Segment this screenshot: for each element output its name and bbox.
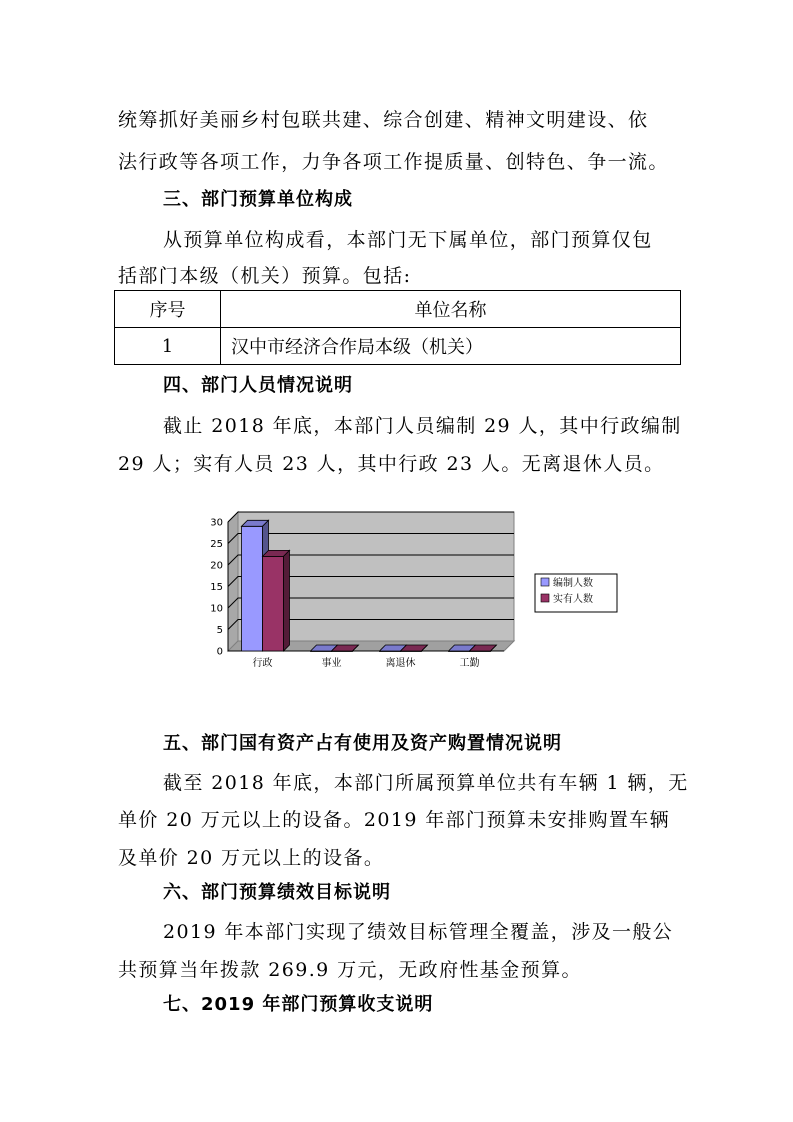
table-header-row: [115, 291, 681, 328]
x-tick-label: 行政: [252, 658, 273, 669]
y-tick-label: 30: [210, 517, 223, 529]
bar-actual-0: [263, 556, 284, 651]
y-tick-label: 0: [216, 646, 223, 658]
paragraph-line: 截至 2018 年底，本部门所属预算单位共有车辆 1 辆，无: [163, 772, 689, 794]
paragraph-line: 及单价 20 万元以上的设备。: [118, 847, 385, 869]
header-name: 单位名称: [221, 291, 681, 328]
paragraph-line: 2019 年本部门实现了绩效目标管理全覆盖，涉及一般公: [163, 921, 674, 943]
header-no: 序号: [115, 291, 221, 328]
y-tick-label: 20: [210, 560, 223, 572]
section-heading-6: 六、部门预算绩效目标说明: [163, 882, 391, 903]
section-heading-7: 七、2019 年部门预算收支说明: [163, 994, 434, 1015]
paragraph-line: 共预算当年拨款 269.9 万元，无政府性基金预算。: [118, 959, 582, 981]
y-tick-label: 10: [210, 603, 223, 615]
section-heading-5: 五、部门国有资产占有使用及资产购置情况说明: [163, 733, 562, 754]
bar-side-face: [284, 550, 290, 651]
paragraph-line: 统筹抓好美丽乡村包联共建、综合创建、精神文明建设、依: [118, 109, 649, 131]
legend-swatch: [541, 578, 549, 586]
section-heading-4: 四、部门人员情况说明: [163, 375, 353, 396]
cell-no: 1: [115, 328, 221, 365]
x-tick-label: 工勤: [459, 658, 480, 669]
section-heading-3: 三、部门预算单位构成: [163, 189, 353, 210]
legend-label: 编制人数: [553, 578, 593, 589]
paragraph-line: 单价 20 万元以上的设备。2019 年部门预算未安排购置车辆: [118, 809, 671, 831]
x-tick-label: 离退休: [385, 658, 416, 669]
bar-staffing-0: [242, 526, 263, 651]
paragraph-line: 法行政等各项工作，力争各项工作提质量、创特色、争一流。: [118, 151, 669, 173]
unit-table: [114, 290, 681, 365]
y-tick-label: 15: [210, 582, 223, 593]
legend-label: 实有人数: [553, 594, 593, 605]
staff-bar-chart: [190, 505, 630, 680]
paragraph-line: 截止 2018 年底，本部门人员编制 29 人，其中行政编制: [163, 415, 682, 437]
y-tick-label: 25: [210, 539, 223, 550]
paragraph-line: 从预算单位构成看，本部门无下属单位，部门预算仅包: [163, 229, 653, 251]
paragraph-line: 29 人；实有人员 23 人，其中行政 23 人。无离退休人员。: [118, 453, 665, 475]
table-row: [115, 328, 681, 365]
paragraph-line: 括部门本级（机关）预算。包括:: [118, 265, 412, 287]
x-tick-label: 事业: [321, 658, 342, 669]
legend-swatch: [541, 594, 549, 602]
y-tick-label: 5: [216, 625, 223, 636]
cell-name: 汉中市经济合作局本级（机关）: [221, 328, 681, 365]
